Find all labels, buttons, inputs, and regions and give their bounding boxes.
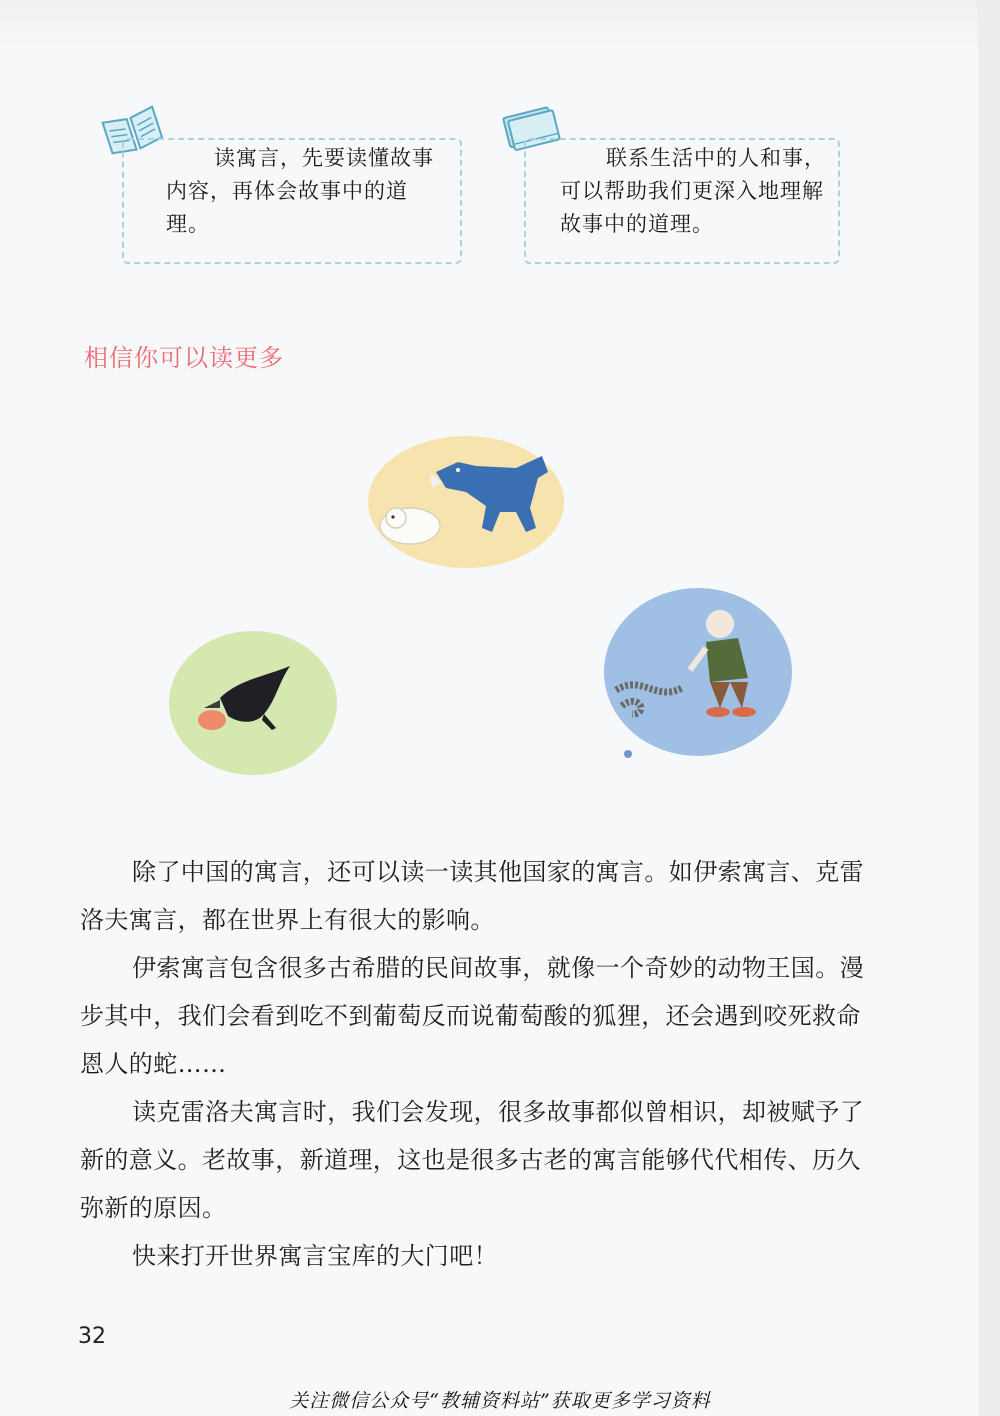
page-top-shade bbox=[0, 0, 1000, 48]
page-edge bbox=[978, 0, 1000, 1416]
section-heading: 相信你可以读更多 bbox=[84, 344, 284, 372]
paragraph-4: 快来打开世界寓言宝库的大门吧！ bbox=[132, 1242, 498, 1270]
wolf-and-lamb-illustration bbox=[366, 432, 576, 576]
paragraph-2: 伊索寓言包含很多古希腊的民间故事，就像一个奇妙的动物王国。漫步其中，我们会看到吃不到葡萄反而说葡萄酸的狐狸，还会遇到咬死救命恩人的蛇…… bbox=[80, 954, 864, 1078]
main-text bbox=[80, 848, 872, 1280]
crow-illustration bbox=[168, 628, 338, 782]
reading-tip-right: 联系生活中的人和事，可以帮助我们更深入地理解故事中的道理。 bbox=[560, 146, 826, 236]
footer-watermark-note: 关注微信公众号“教辅资料站”获取更多学习资料 bbox=[289, 1390, 711, 1412]
paragraph-1: 除了中国的寓言，还可以读一读其他国家的寓言。如伊索寓言、克雷洛夫寓言，都在世界上有很大的影响。 bbox=[80, 858, 864, 934]
paragraph-3: 读克雷洛夫寓言时，我们会发现，很多故事都似曾相识，却被赋予了新的意义。老故事，新道理，这也是很多古老的寓言能够代代相传、历久弥新的原因。 bbox=[80, 1098, 864, 1222]
farmer-and-snake-illustration bbox=[602, 586, 802, 770]
page-number: 32 bbox=[78, 1324, 106, 1349]
reading-tip-left: 读寓言，先要读懂故事内容，再体会故事中的道理。 bbox=[166, 146, 434, 236]
